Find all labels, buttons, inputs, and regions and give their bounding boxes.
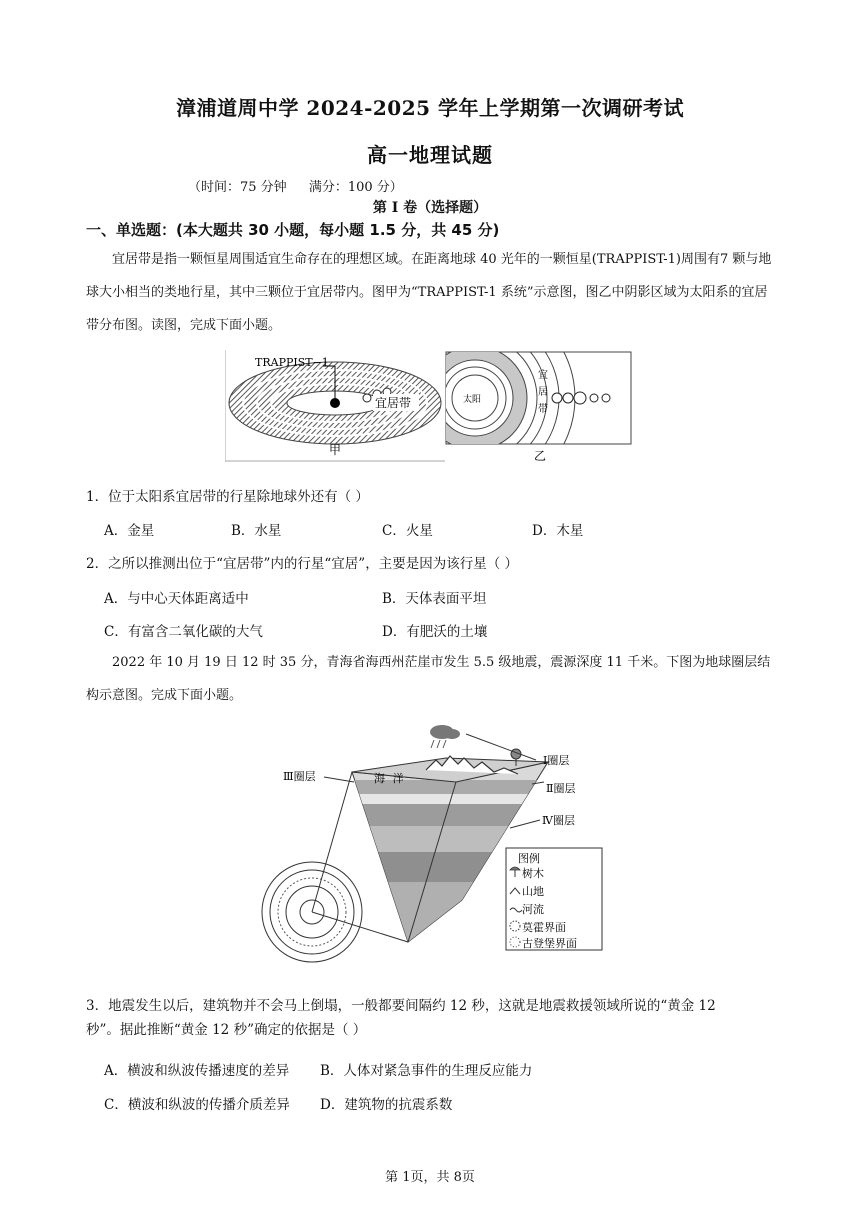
- habitable-char-dai: 带: [538, 404, 548, 415]
- q3-option-b[interactable]: B．人体对紧急事件的生理反应能力: [320, 1063, 533, 1079]
- q2-option-c[interactable]: C．有富含二氧化碳的大气: [104, 624, 263, 640]
- exam-score: 满分：100 分）: [308, 180, 403, 195]
- q1-option-c[interactable]: C．火星: [382, 523, 433, 539]
- caption-yi: 乙: [534, 449, 547, 462]
- q2-option-a[interactable]: A．与中心天体距离适中: [104, 591, 249, 607]
- habitable-char-yi: 宜: [538, 370, 548, 381]
- q3-option-a[interactable]: A．横波和纵波传播速度的差异: [104, 1063, 290, 1079]
- habitable-char-ju: 居: [538, 387, 548, 398]
- figure-earth-spheres: [256, 720, 612, 970]
- legend: [506, 848, 602, 950]
- legend-river: 河流: [522, 903, 544, 916]
- question-3-stem-line-2: 秒”。据此推断“黄金 12 秒”确定的依据是（ ）: [86, 1022, 367, 1038]
- q3-option-d[interactable]: D．建筑物的抗震系数: [320, 1097, 453, 1113]
- ocean-label: 海 洋: [374, 772, 406, 785]
- layer-4-label: Ⅳ圈层: [542, 814, 575, 827]
- legend-tree: 树木: [522, 867, 544, 880]
- layer-1-label: Ⅰ圈层: [543, 754, 570, 767]
- subject-title: 高一地理试题: [367, 143, 493, 167]
- passage-1: 宜居带是指一颗恒星周围适宜生命存在的理想区域。在距离地球 40 光年的一颗恒星(TRAPPIST-1)周围有7 颗与地球大小相当的类地行星，其中三颗位于宜居带内。图甲为“TRAPPIST-1 系统”示意图，图乙中阴影区域为太阳系的宜居带分布图。读图，完成下面小题。: [86, 252, 772, 333]
- figure-habitable-zone: [225, 350, 633, 462]
- layer-3-label: Ⅲ圈层: [283, 770, 316, 783]
- exam-meta: [188, 176, 403, 195]
- habitable-zone-label: 宜居带: [375, 396, 412, 410]
- section-heading: 一、单选题：(本大题共 30 小题，每小题 1.5 分，共 45 分): [86, 221, 500, 239]
- q1-option-a[interactable]: A．金星: [104, 523, 155, 539]
- question-1-stem: 1．位于太阳系宜居带的行星除地球外还有（ ）: [86, 489, 369, 505]
- trappist-label: TRAPPIST−1: [255, 356, 329, 369]
- exam-time: （时间：75 分钟: [188, 180, 287, 195]
- q1-option-d[interactable]: D．木星: [532, 523, 584, 539]
- part-heading: 第 I 卷（选择题）: [372, 200, 488, 216]
- q2-option-d[interactable]: D．有肥沃的土壤: [382, 624, 488, 640]
- cloud-icon: [430, 725, 460, 748]
- passage-2: 2022 年 10 月 19 日 12 时 35 分，青海省海西州茫崖市发生 5.5 级地震，震源深度 11 千米。下图为地球圈层结构示意图。完成下面小题。: [86, 655, 771, 703]
- sun-label: 太阳: [463, 395, 482, 405]
- layer-2-label: Ⅱ圈层: [546, 782, 576, 795]
- q1-option-b[interactable]: B．水星: [231, 523, 282, 539]
- legend-title: 图例: [518, 852, 540, 865]
- legend-gutenberg: 古登堡界面: [522, 937, 577, 950]
- q3-option-c[interactable]: C．横波和纵波的传播介质差异: [104, 1097, 290, 1113]
- caption-jia: 甲: [329, 443, 342, 457]
- school-exam-title: 漳浦道周中学 2024-2025 学年上学期第一次调研考试: [175, 96, 685, 120]
- trappist-system-diagram: [225, 350, 445, 462]
- page-number: 第 1页，共 8页: [385, 1170, 475, 1185]
- question-3-stem-line-1: 3．地震发生以后，建筑物并不会马上倒塌，一般都要间隔约 12 秒，这就是地震救援领域所说的“黄金 12: [86, 998, 716, 1014]
- legend-mountain: 山地: [522, 885, 544, 898]
- q2-option-b[interactable]: B．天体表面平坦: [382, 591, 487, 607]
- question-2-stem: 2．之所以推测出位于“宜居带”内的行星“宜居”，主要是因为该行星（ ）: [86, 556, 518, 572]
- legend-moho: 莫霍界面: [522, 921, 566, 934]
